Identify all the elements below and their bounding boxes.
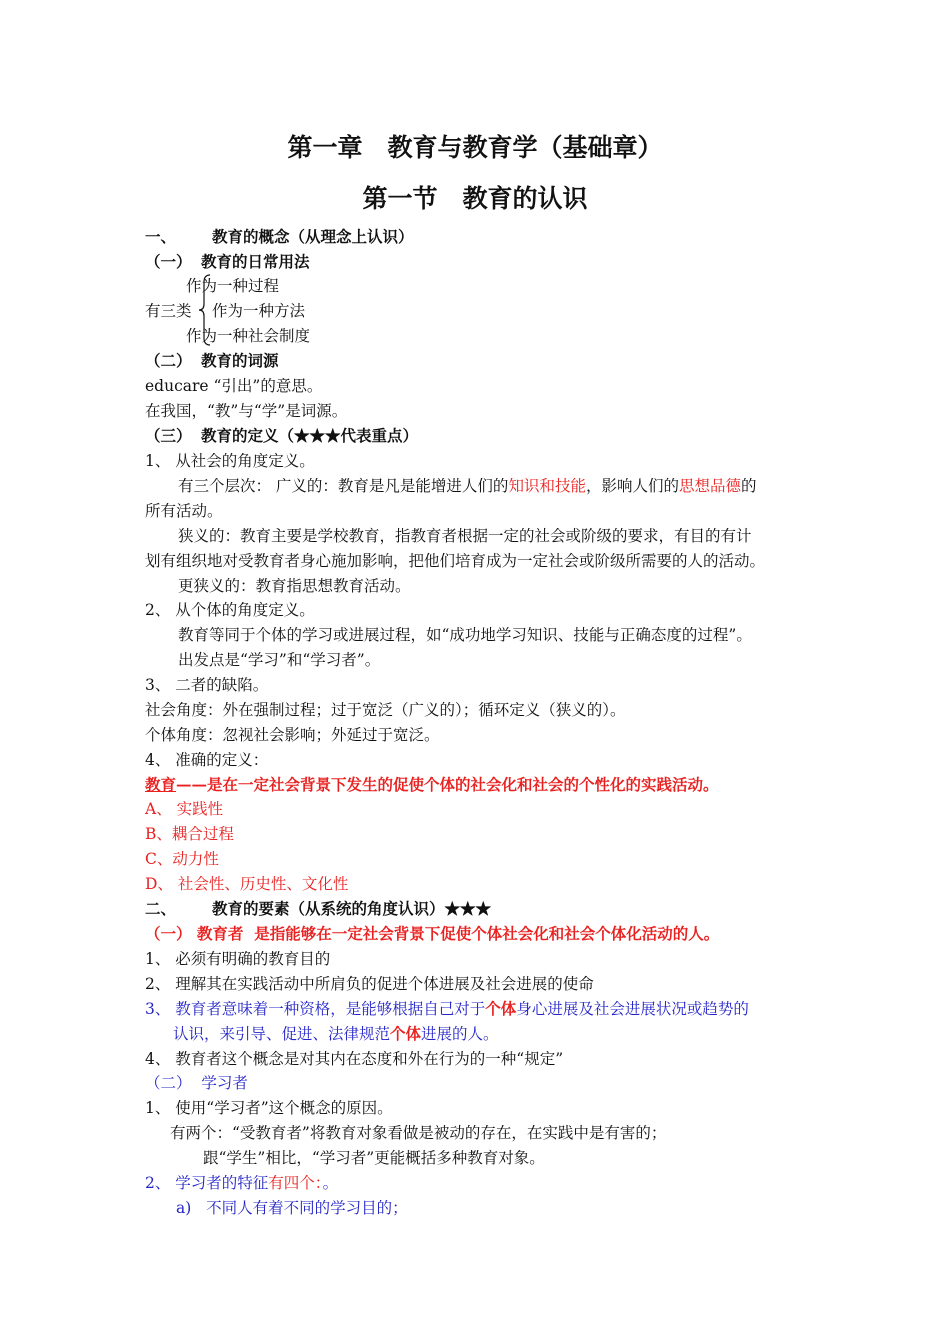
learner-point-1: 1、 使用“学习者”这个概念的原因。 <box>145 1099 393 1117</box>
starting-point: 出发点是“学习”和“学习者”。 <box>178 651 381 669</box>
usage-item-1: 作为一种过程 <box>186 277 280 295</box>
trait-a: A、 实践性 <box>145 800 224 818</box>
learner-reason-1: 有两个：“受教育者”将教育对象看做是被动的存在，在实践中是有害的； <box>170 1124 667 1142</box>
educator-point-3: 3、 教育者意味着一种资格，是能够根据自己对于个体身心进展及社会进展状况或趋势的 <box>145 999 749 1018</box>
section-title: 第一节 教育的认识 <box>362 184 588 213</box>
usage-prefix: 有三类 <box>145 302 192 320</box>
sub2-number: （二） <box>145 351 192 370</box>
trait-d: D、 社会性、历史性、文化性 <box>145 875 349 893</box>
educator-point-2: 2、 理解其在实践活动中所肩负的促进个体进展及社会进展的使命 <box>145 975 594 993</box>
etymology-line-2: 在我国，“教”与“学”是词源。 <box>145 402 348 420</box>
broad-definition-cont: 所有活动。 <box>145 502 223 520</box>
sub1-heading: 教育的日常用法 <box>201 252 310 271</box>
usage-item-3: 作为一种社会制度 <box>186 327 311 345</box>
narrow-definition: 狭义的：教育主要是学校教育，指教育者根据一定的社会或阶级的要求，有目的有计 <box>178 527 752 545</box>
learner-heading: （二） 学习者 <box>145 1074 248 1092</box>
sub3-heading: 教育的定义（★★★代表重点） <box>201 426 419 445</box>
part-one-number: 一、 <box>145 227 177 246</box>
usage-item-2: 作为一种方法 <box>212 302 306 320</box>
educator-point-1: 1、 必须有明确的教育目的 <box>145 950 331 968</box>
part-one-heading: 教育的概念（从理念上认识） <box>212 227 414 246</box>
curly-brace-icon <box>198 274 212 346</box>
social-angle-flaw: 社会角度：外在强制过程；过于宽泛（广义的）；循环定义（狭义的）。 <box>145 701 626 719</box>
def-point-1: 1、 从社会的角度定义。 <box>145 452 315 470</box>
educator-point-3-cont: 认识，来引导、促进、法律规范个体进展的人。 <box>173 1024 499 1043</box>
learner-trait-a: a) 不同人有着不同的学习目的； <box>176 1199 408 1217</box>
sub3-number: （三） <box>145 426 192 445</box>
sub1-number: （一） <box>145 252 192 271</box>
sub2-heading: 教育的词源 <box>201 351 279 370</box>
def-point-2: 2、 从个体的角度定义。 <box>145 601 315 619</box>
trait-b: B、耦合过程 <box>145 825 234 843</box>
educator-point-4: 4、 教育者这个概念是对其内在态度和外在行为的一种“规定” <box>145 1050 564 1068</box>
individual-angle-flaw: 个体角度：忽视社会影响；外延过于宽泛。 <box>145 726 440 744</box>
individual-definition: 教育等同于个体的学习或进展过程，如“成功地学习知识、技能与正确态度的过程”。 <box>178 626 752 644</box>
educator-definition: （一） 教育者 是指能够在一定社会背景下促使个体社会化和社会个体化活动的人。 <box>145 924 720 943</box>
chapter-title: 第一章 教育与教育学（基础章） <box>287 133 663 162</box>
learner-reason-2: 跟“学生”相比，“学习者”更能概括多种教育对象。 <box>203 1149 545 1167</box>
def-point-3: 3、 二者的缺陷。 <box>145 676 269 694</box>
etymology-line-1: educare “引出”的意思。 <box>145 377 323 395</box>
learner-point-2: 2、 学习者的特征有四个：。 <box>145 1174 339 1192</box>
def-point-4: 4、 准确的定义： <box>145 751 269 769</box>
broad-definition: 有三个层次： 广义的：教育是凡是能增进人们的知识和技能，影响人们的思想品德的 <box>178 477 757 495</box>
narrower-definition: 更狭义的：教育指思想教育活动。 <box>178 577 411 595</box>
part-two-heading: 教育的要素（从系统的角度认识）★★★ <box>212 899 492 918</box>
accurate-definition: 教育——是在一定社会背景下发生的促使个体的社会化和社会的个性化的实践活动。 <box>145 775 719 794</box>
part-two-number: 二、 <box>145 899 177 918</box>
narrow-definition-cont: 划有组织地对受教育者身心施加影响，把他们培育成为一定社会或阶级所需要的人的活动。 <box>145 552 766 570</box>
trait-c: C、动力性 <box>145 850 219 868</box>
